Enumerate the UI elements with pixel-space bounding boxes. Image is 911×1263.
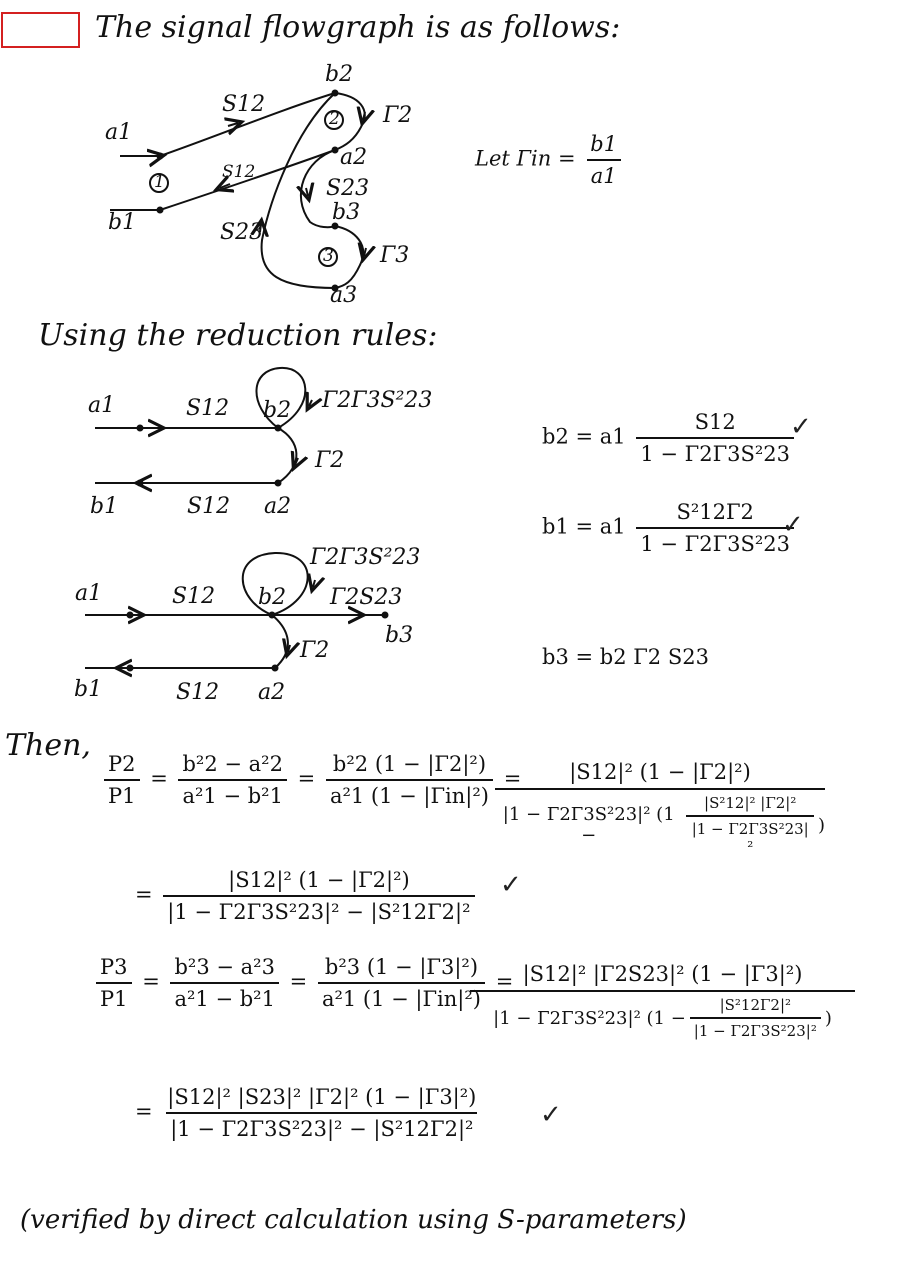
p2-f2-den: a²1 (1 − |Γin|²): [326, 779, 493, 808]
node-a2: a2: [340, 145, 368, 170]
p3-f2-den: a²1 (1 − |Γin|²): [318, 982, 485, 1011]
eq-b2-num: S12: [694, 410, 736, 434]
d2-node-a2: a2: [264, 494, 292, 519]
d2-label-gamma2: Γ2: [315, 448, 345, 473]
p3-f3-inner-num: |S²12Γ2|²: [719, 996, 792, 1014]
loop-marker-3-label: 3: [323, 246, 334, 266]
equals-7: =: [495, 969, 514, 994]
p3-f2-num: b²3 (1 − |Γ3|²): [324, 955, 479, 979]
d3-label-loop: Γ2Γ3S²23: [310, 545, 421, 570]
equals-2: =: [297, 766, 316, 791]
p2-f2-num: b²2 (1 − |Γ2|²): [332, 752, 487, 776]
label-gamma2: Γ2: [383, 103, 413, 128]
equals-4: =: [135, 882, 153, 907]
d2-node-b1: b1: [90, 494, 119, 519]
gamma-in-num: b1: [590, 132, 618, 156]
p3-fraction-3: [470, 962, 855, 1040]
p2-f1-den: a²1 − b²1: [178, 779, 286, 808]
p2-f3-close: ): [817, 814, 825, 836]
d3-label-s12-bottom: S12: [176, 680, 220, 705]
p2-lhs: [104, 752, 140, 808]
p2-f1-num: b²2 − a²2: [182, 752, 283, 776]
node-b3: b3: [332, 200, 361, 225]
d3-label-s12-top: S12: [172, 584, 216, 609]
p3-f3-close: ): [824, 1007, 832, 1029]
label-s23-right: S23: [326, 176, 370, 201]
equals-5: =: [142, 969, 160, 994]
eq-b1-lhs: b1 = a1: [542, 514, 626, 539]
p2-f3-inner-den: |1 − Γ2Γ3S²23|²: [686, 815, 814, 856]
eq-b2-den: 1 − Γ2Γ3S²23: [636, 437, 794, 466]
d2-label-loop: Γ2Γ3S²23: [322, 388, 433, 413]
p2-result-fraction: [163, 868, 474, 924]
p3-result-fraction: [163, 1085, 480, 1141]
check-p2: ✓: [500, 870, 522, 900]
p2-f3-num: |S12|² (1 − |Γ2|²): [569, 760, 751, 784]
section-reduction-title: Using the reduction rules:: [38, 318, 438, 353]
gamma-in-prefix: Let Γin =: [475, 146, 576, 171]
d3-node-b3: b3: [385, 623, 414, 648]
node-b2: b2: [325, 62, 354, 87]
d3-node-a1: a1: [75, 581, 103, 606]
equation-b3: b3 = b2 Γ2 S23: [542, 645, 709, 669]
d3-label-gamma2-s23: Γ2S23: [330, 585, 403, 610]
d2-branch-gamma2: [278, 428, 296, 483]
p3-result-num: |S12|² |S23|² |Γ2|² (1 − |Γ3|²): [167, 1085, 477, 1109]
p3-fraction-1: [170, 955, 278, 1011]
d3-label-gamma2: Γ2: [300, 638, 330, 663]
p3-f3-inner-fraction: [690, 996, 821, 1040]
footer-note: (verified by direct calculation using S-parameters): [20, 1205, 687, 1235]
d2-node-a1: a1: [88, 393, 116, 418]
p2-fraction-2: [326, 752, 493, 808]
p3-fraction-2: [318, 955, 485, 1011]
equals-1: =: [150, 766, 168, 791]
p2-f3-den-main: |1 − Γ2Γ3S²23|² (1 −: [502, 804, 675, 846]
p2-result-num: |S12|² (1 − |Γ2|²): [228, 868, 410, 892]
check-p3: ✓: [540, 1100, 562, 1130]
gamma-in-definition: [475, 132, 625, 188]
p2-result-den: |1 − Γ2Γ3S²23|² − |S²12Γ2|²: [163, 895, 474, 924]
label-s23-left: S23: [220, 220, 264, 245]
eq-b2-lhs: b2 = a1: [542, 424, 626, 449]
p2-lhs-num: P2: [108, 752, 136, 776]
p2-f3-inner-fraction: [686, 794, 814, 856]
p3-lhs-den: P1: [96, 982, 132, 1011]
d3-node-a2: a2: [258, 680, 286, 705]
p2-f3-inner-num: |S²12|² |Γ2|²: [704, 794, 797, 812]
eq-b1-fraction: [636, 500, 794, 556]
p3-lhs-num: P3: [100, 955, 128, 979]
loop-gamma3: [335, 226, 363, 288]
p3-f3-num: |S12|² |Γ2S23|² (1 − |Γ3|²): [522, 962, 803, 986]
label-s12-reverse: S12: [222, 162, 256, 182]
check-b1: ✓: [782, 510, 804, 540]
node-a3: a3: [330, 283, 358, 308]
label-gamma3: Γ3: [380, 243, 410, 268]
node-a1: a1: [105, 120, 133, 145]
p3-f1-num: b²3 − a²3: [174, 955, 275, 979]
p2-ratio-line: [100, 752, 521, 808]
eq-b1-num: S²12Γ2: [676, 500, 754, 524]
p3-f3-inner-den: |1 − Γ2Γ3S²23|²: [690, 1017, 821, 1040]
loop-marker-1-label: 1: [154, 172, 165, 192]
loop-marker-2-label: 2: [329, 109, 340, 129]
p2-result-line: [135, 868, 479, 924]
p3-result-line: [135, 1085, 484, 1141]
p3-f1-den: a²1 − b²1: [170, 982, 278, 1011]
check-b2: ✓: [790, 412, 812, 442]
header-title: The signal flowgraph is as follows:: [95, 10, 621, 45]
d3-node-b2: b2: [258, 585, 287, 610]
d2-label-s12-bottom: S12: [187, 494, 231, 519]
label-s12-forward: S12: [222, 92, 266, 117]
d2-label-s12-top: S12: [186, 396, 230, 421]
p3-lhs: [96, 955, 132, 1011]
p2-fraction-1: [178, 752, 286, 808]
eq-b1-den: 1 − Γ2Γ3S²23: [636, 527, 794, 556]
p3-result-den: |1 − Γ2Γ3S²23|² − |S²12Γ2|²: [166, 1112, 477, 1141]
d2-node-b2: b2: [263, 398, 292, 423]
node-b1: b1: [108, 210, 137, 235]
gamma-in-den: a1: [587, 159, 621, 188]
p2-lhs-den: P1: [104, 779, 140, 808]
d3-branch-gamma2: [272, 615, 288, 668]
gamma-in-fraction: [586, 132, 621, 188]
section-then-title: Then,: [5, 728, 91, 763]
p3-f3-den-main: |1 − Γ2Γ3S²23|² (1 −: [493, 1007, 686, 1029]
equals-8: =: [135, 1099, 153, 1124]
p2-f3-den: [495, 788, 825, 856]
equals-3: =: [503, 766, 522, 791]
eq-b2-fraction: [636, 410, 794, 466]
p3-ratio-line: [92, 955, 513, 1011]
d3-node-b1: b1: [74, 677, 103, 702]
equals-6: =: [289, 969, 308, 994]
p2-fraction-3: [495, 760, 825, 856]
p3-f3-den: [470, 990, 855, 1040]
equation-b1: [542, 500, 798, 556]
equation-b2: [542, 410, 798, 466]
